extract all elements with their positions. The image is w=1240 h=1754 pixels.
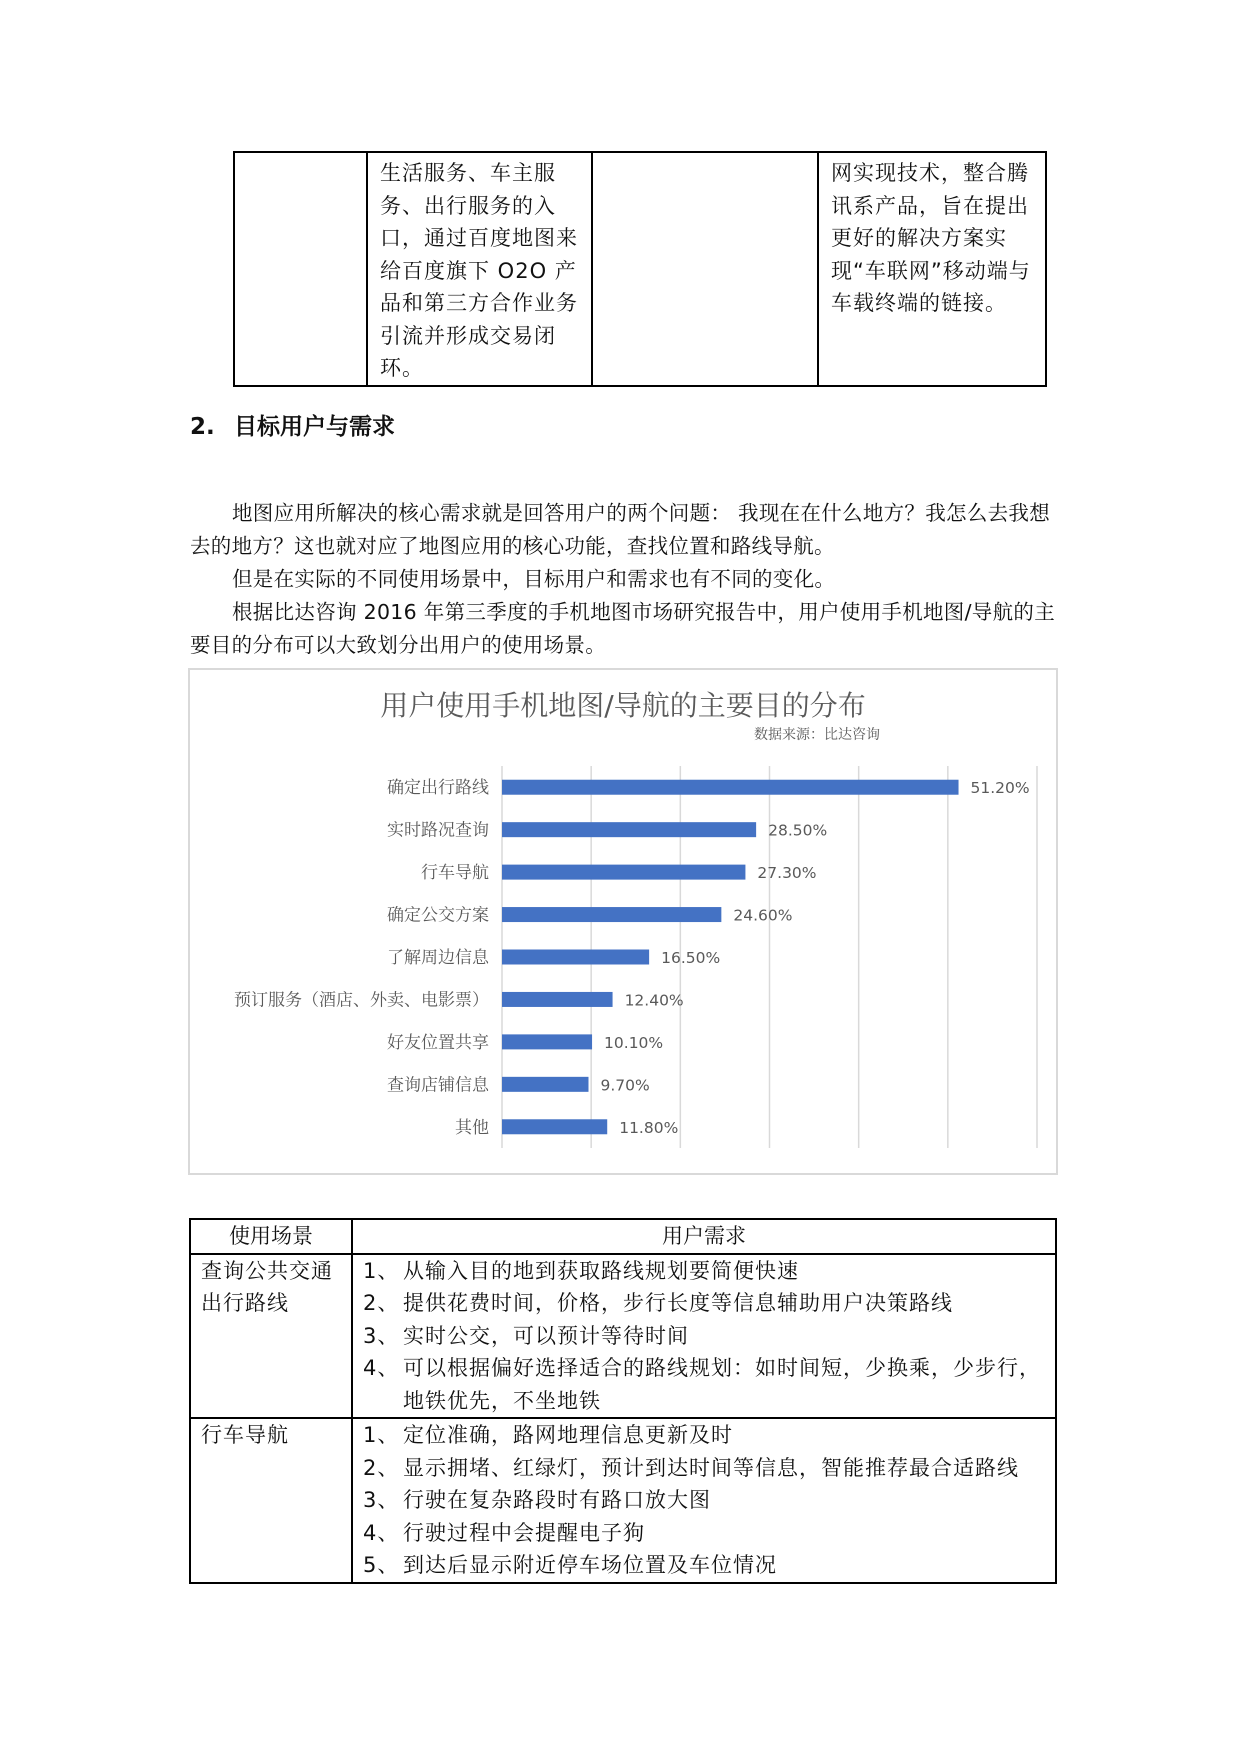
requirements-cell — [352, 1254, 1056, 1419]
item-index: 5、 — [363, 1553, 400, 1577]
list-item — [363, 1484, 1047, 1517]
list-item — [363, 1352, 1047, 1417]
requirements-cell — [352, 1418, 1056, 1583]
chart-title: 用户使用手机地图/导航的主要目的分布 — [380, 689, 866, 722]
requirement-list — [363, 1419, 1047, 1582]
list-item — [363, 1255, 1047, 1288]
item-index: 3、 — [363, 1488, 400, 1512]
bar — [502, 1034, 592, 1049]
data-label: 51.20% — [970, 779, 1030, 798]
category-label: 了解周边信息 — [387, 948, 489, 968]
top-table-cell-1 — [234, 152, 367, 386]
category-label: 查询店铺信息 — [387, 1075, 489, 1096]
scene-cell: 行车导航 — [190, 1418, 352, 1583]
list-item — [363, 1419, 1047, 1452]
item-text: 行驶过程中会提醒电子狗 — [403, 1520, 645, 1545]
table-row — [190, 1418, 1056, 1583]
item-index: 4、 — [363, 1520, 400, 1545]
item-index: 3、 — [363, 1323, 400, 1348]
bar — [502, 780, 959, 795]
data-label: 16.50% — [661, 949, 721, 967]
list-item — [363, 1287, 1047, 1320]
bar — [502, 992, 613, 1007]
bar — [502, 907, 721, 922]
item-text: 到达后显示附近停车场位置及车位情况 — [403, 1553, 777, 1577]
requirement-list — [363, 1255, 1047, 1418]
header-requirements: 用户需求 — [352, 1219, 1056, 1254]
scene-cell: 查询公共交通出行路线 — [190, 1254, 352, 1419]
category-label: 行车导航 — [421, 863, 489, 884]
bar — [502, 1119, 607, 1134]
bar-chart-svg — [190, 670, 1056, 1173]
data-label: 24.60% — [733, 906, 793, 925]
category-label: 好友位置共享 — [387, 1032, 489, 1053]
section-heading — [190, 408, 395, 441]
item-text: 定位准确，路网地理信息更新及时 — [403, 1423, 733, 1447]
data-label: 28.50% — [768, 821, 828, 840]
top-table-cell-2: 生活服务、车主服务、出行服务的入口，通过百度地图来给百度旗下 O2O 产品和第三方合作业务引流并形成交易闭环。 — [367, 152, 592, 386]
category-label: 预订服务（酒店、外卖、电影票） — [234, 990, 489, 1011]
table-row — [190, 1254, 1056, 1419]
paragraph-scenarios: 但是在实际的不同使用场景中，目标用户和需求也有不同的变化。 — [232, 567, 836, 591]
bar — [502, 822, 756, 837]
data-label: 27.30% — [757, 864, 817, 883]
top-table-cell-4: 网实现技术，整合腾讯系产品，旨在提出更好的解决方案实现“车联网”移动端与车载终端的链接。 — [818, 152, 1046, 386]
data-label: 11.80% — [619, 1118, 679, 1137]
top-continuation-table — [233, 151, 1047, 387]
section-title: 目标用户与需求 — [234, 414, 395, 440]
section-number: 2. — [190, 414, 215, 440]
bar — [502, 1077, 588, 1092]
category-label: 实时路况查询 — [387, 820, 489, 841]
item-text: 提供花费时间，价格，步行长度等信息辅助用户决策路线 — [403, 1291, 953, 1315]
item-text: 行驶在复杂路段时有路口放大图 — [403, 1488, 711, 1512]
data-label: 9.70% — [600, 1076, 650, 1095]
list-item — [363, 1549, 1047, 1582]
chart-bars — [234, 778, 1030, 1138]
top-table-cell-3 — [592, 152, 818, 386]
bar — [502, 865, 745, 880]
item-text: 可以根据偏好选择适合的路线规划：如时间短，少换乘，少步行，地铁优先，不坐地铁 — [403, 1356, 1041, 1413]
bar-chart — [188, 668, 1058, 1175]
header-scene: 使用场景 — [190, 1219, 352, 1254]
category-label: 其他 — [455, 1117, 489, 1138]
list-item — [363, 1320, 1047, 1353]
chart-subtitle: 数据来源：比达咨询 — [754, 727, 880, 743]
list-item — [363, 1517, 1047, 1550]
paragraph-report: 根据比达咨询 2016 年第三季度的手机地图市场研究报告中，用户使用手机地图/导航的主要目的分布可以大致划分出用户的使用场景。 — [190, 600, 1056, 657]
requirements-table — [189, 1218, 1057, 1584]
item-text: 从输入目的地到获取路线规划要简便快速 — [403, 1258, 799, 1283]
item-index: 1、 — [363, 1258, 400, 1283]
bar — [502, 950, 649, 965]
item-index: 1、 — [363, 1423, 400, 1447]
category-label: 确定出行路线 — [387, 778, 489, 799]
item-index: 2、 — [363, 1455, 400, 1480]
category-label: 确定公交方案 — [387, 905, 489, 926]
list-item — [363, 1452, 1047, 1485]
data-label: 10.10% — [604, 1033, 664, 1052]
item-text: 实时公交，可以预计等待时间 — [403, 1323, 689, 1348]
paragraph-intro: 地图应用所解决的核心需求就是回答用户的两个问题： 我现在在什么地方？我怎么去我想去的地方？这也就对应了地图应用的核心功能，查找位置和路线导航。 — [190, 501, 1051, 558]
item-index: 4、 — [363, 1356, 400, 1380]
data-label: 12.40% — [624, 991, 684, 1010]
item-index: 2、 — [363, 1291, 400, 1315]
item-text: 显示拥堵、红绿灯，预计到达时间等信息，智能推荐最合适路线 — [403, 1455, 1019, 1480]
